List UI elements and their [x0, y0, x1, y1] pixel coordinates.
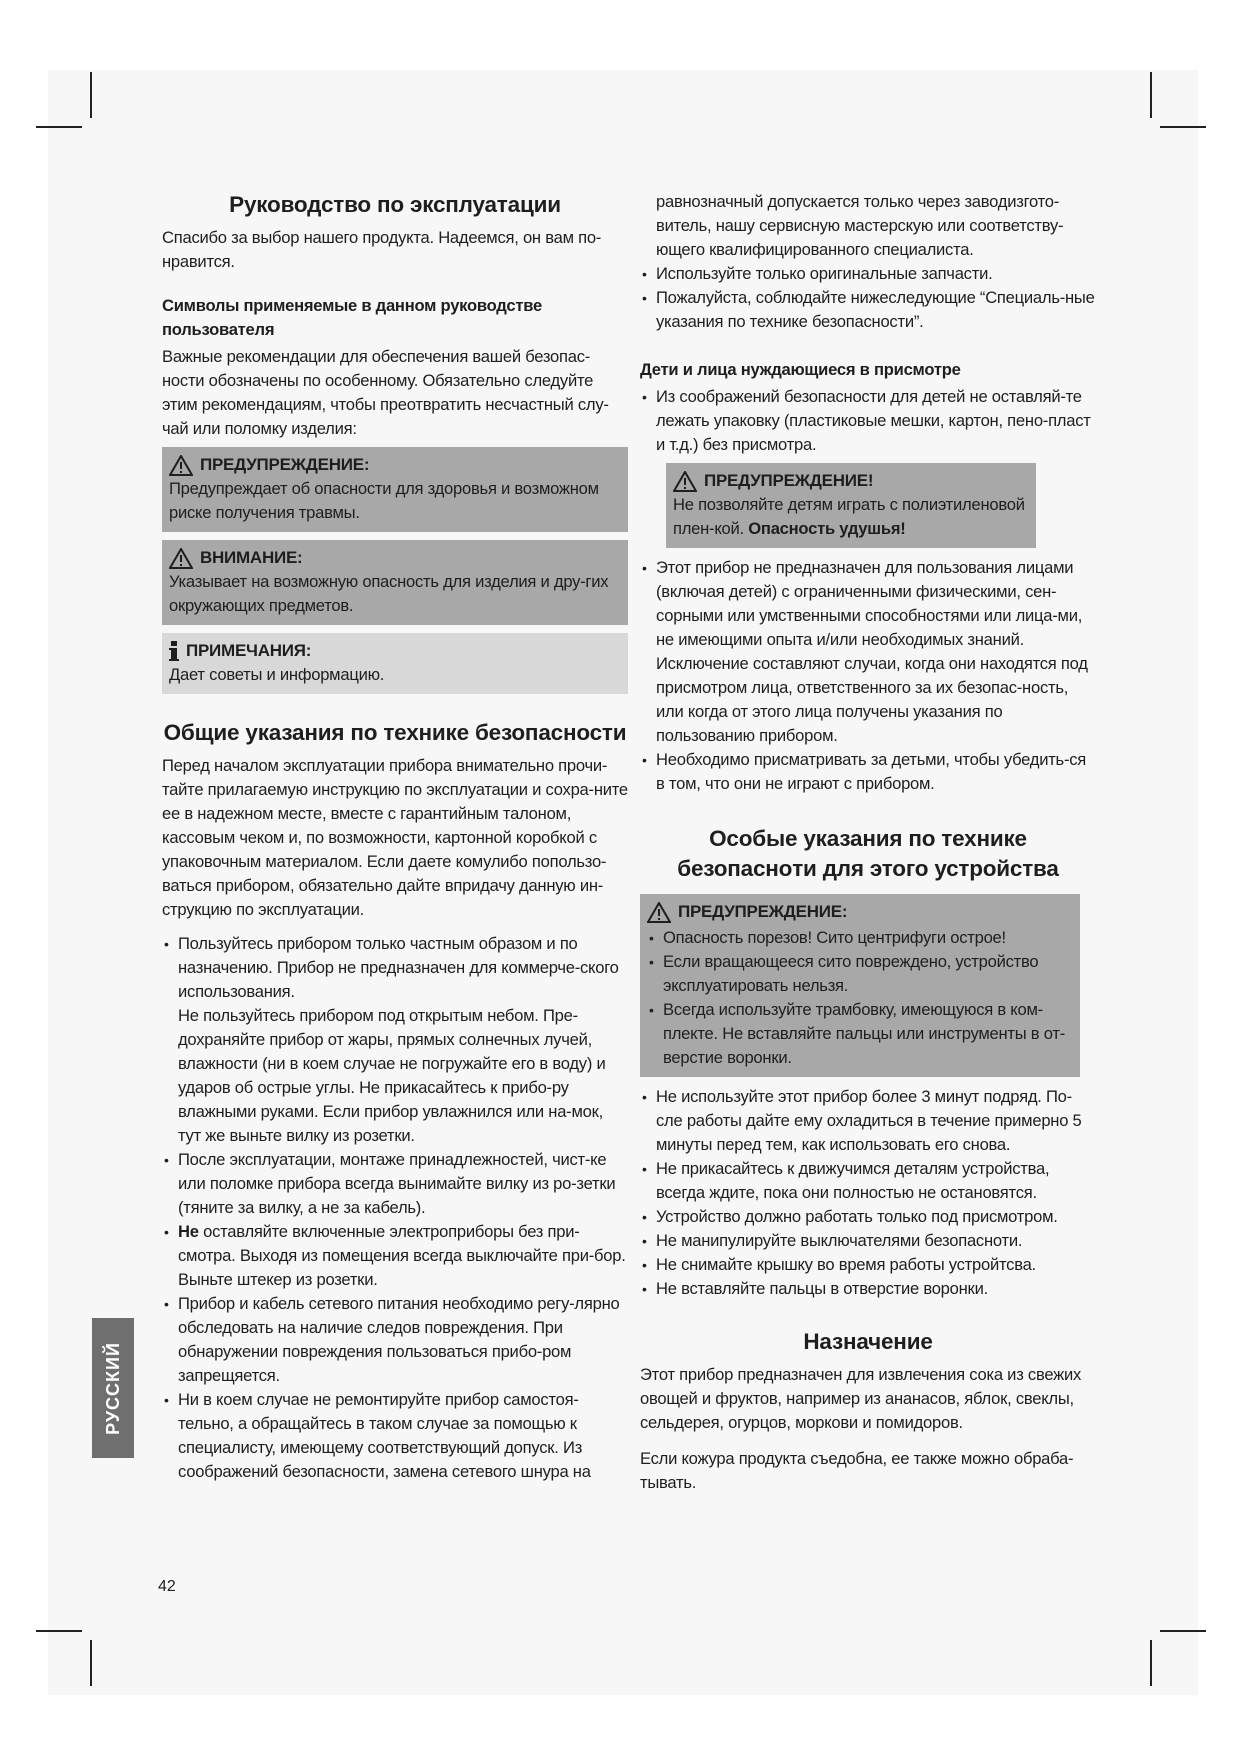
purpose-text: Этот прибор предназначен для извлечения сока из свежих овощей и фруктов, например из ананасов, яблок, свеклы, сельдерея, огурцов, моркови и помидоров. — [640, 1365, 1082, 1432]
crop-mark — [1150, 72, 1152, 118]
children-warning-text: Не позволяйте детям играть с полиэтиленовой плен-кой. Опасность удушья! — [673, 495, 1025, 538]
right-column — [640, 190, 1096, 1495]
crop-mark — [1160, 126, 1206, 128]
list-item: • Пожалуйста, соблюдайте нижеследующие “Специаль-ные указания по технике безопасности”. — [640, 286, 1096, 334]
list-item: • Необходимо присматривать за детьми, чтобы убедить-ся в том, что они не играют с прибором. — [640, 748, 1096, 796]
list-item: • Пользуйтесь прибором только частным образом и по назначению. Прибор не предназначен для коммерче-ского использования. Не пользуйтесь прибором под открытым небом. Пре-дохраняйте прибор от жары, прямых солнечных лучей, влажности (ни в коем случае не погружайте его в воду) и ударов об острые углы. Не прикасайтесь к прибо-ру влажными руками. Если прибор увлажнился или на-мок, тут же выньте вилку из розетки. — [162, 932, 628, 1148]
list-item: • Из соображений безопасности для детей не оставляй-те лежать упаковку (пластиковые мешки, картон, пено-пласт и т.д.) без присмотра. — [640, 385, 1096, 457]
list-item: • Устройство должно работать только под присмотром. — [640, 1205, 1096, 1229]
caution-box — [162, 540, 628, 625]
general-safety-text: Перед началом эксплуатации прибора внимательно прочи-тайте прилагаемую инструкцию по эксплуатации и сохра-ните ее в надежном месте, вместе с гарантийным талоном, кассовым чеком и, по возможности, картонной коробкой с упаковочным материалом. Если даете комулибо попользо-ваться прибором, обязательно дайте впридачу данную ин-струкцию по эксплуатации. — [162, 756, 628, 919]
caution-box-text: Указывает на возможную опасность для изделия и дру-гих окружающих предметов. — [169, 572, 609, 615]
warning-box — [162, 447, 628, 532]
children-warning-header — [673, 469, 1029, 493]
purpose-title: Назначение — [803, 1329, 933, 1354]
list-item: • Не вставляйте пальцы в отверстие воронки. — [640, 1277, 1096, 1301]
crop-mark — [90, 1640, 92, 1686]
continuation-text: равнозначный допускается только через заводизгото-витель, нашу сервисную мастерскую или соответству-ющего квалифицированного специалиста. — [656, 192, 1064, 259]
warning-box-header — [169, 453, 621, 477]
crop-mark — [1150, 1640, 1152, 1686]
list-item: • Используйте только оригинальные запчасти. — [640, 262, 1096, 286]
children-list-2 — [640, 556, 1096, 796]
left-column — [162, 190, 628, 1484]
list-item: • Не прикасайтесь к движучимся деталям устройства, всегда ждите, пока они полностью не остановятся. — [640, 1157, 1096, 1205]
children-list-1 — [640, 385, 1096, 457]
special-warning-list — [647, 926, 1073, 1070]
notes-box-text: Дает советы и информацию. — [169, 665, 385, 684]
page-number: 42 — [158, 1578, 176, 1595]
special-safety-title: Особые указания по технике безопаснoти для этого устройства — [677, 826, 1059, 881]
caution-box-title: ВНИМАНИЕ: — [200, 548, 303, 567]
warning-box-title: ПРЕДУПРЕЖДЕНИЕ: — [200, 455, 370, 474]
purpose-text-2: Если кожура продукта съедобна, ее также можно обраба-тывать. — [640, 1449, 1074, 1492]
list-item: • Не снимайте крышку во время работы устройтсва. — [640, 1253, 1096, 1277]
crop-mark — [36, 126, 82, 128]
special-warning-header — [647, 900, 1073, 924]
symbols-heading: Символы применяемые в данном руководстве пользователя — [162, 296, 542, 339]
choking-hazard: Опасность удушья! — [748, 519, 906, 538]
language-tab — [92, 1318, 134, 1458]
warning-triangle-icon — [647, 901, 673, 923]
general-safety-title: Общие указания по технике безопасности — [163, 720, 627, 745]
intro-text: Спасибо за выбор нашего продукта. Надеемся, он вам по-нравится. — [162, 228, 602, 271]
notes-box-header — [169, 639, 621, 663]
list-item: • Прибор и кабель сетевого питания необходимо регу-лярно обследовать на наличие следов повреждения. При обнаружении повреждения пользоваться прибо-ром запрещяется. — [162, 1292, 628, 1388]
notes-box — [162, 633, 628, 694]
list-item: • После эксплуатации, монтаже принадлежностей, чист-ке или поломке прибора всегда вынимайте вилку из ро-зетки (тяните за вилку, а не за кабель). — [162, 1148, 628, 1220]
special-warning-box — [640, 894, 1080, 1077]
notes-box-title: ПРИМЕЧАНИЯ: — [186, 641, 312, 660]
bold-ne: Не — [178, 1222, 199, 1241]
warning-triangle-icon — [169, 547, 195, 569]
warning-box-text: Предупреждает об опасности для здоровья и возможном риске получения травмы. — [169, 479, 599, 522]
caution-box-header — [169, 546, 621, 570]
list-item: • Опасность порезов! Сито центрифуги острое! — [647, 926, 1073, 950]
children-warning-box — [666, 463, 1036, 548]
list-item: • Ни в коем случае не ремонтируйте прибор самостоя-тельно, а обращайтесь в таком случае за помощью к специалисту, имеющему соответствующий допуск. Из соображений безопасности, замена сетевого шнура на — [162, 1388, 628, 1484]
general-safety-list — [162, 932, 628, 1484]
crop-mark — [1160, 1630, 1206, 1632]
list-item: • Всегда используйте трамбовку, имеющуюся в ком-плекте. Не вставляйте пальцы или инструменты в от-верстие воронки. — [647, 998, 1073, 1070]
info-icon — [169, 640, 181, 662]
children-heading: Дети и лица нуждающиеся в присмотре — [640, 360, 961, 379]
manual-title: Руководство по эксплуатации — [229, 192, 561, 217]
parts-list — [640, 262, 1096, 334]
warning-triangle-icon — [673, 470, 699, 492]
list-item: • Этот прибор не предназначен для пользования лицами (включая детей) с ограниченными физическими, сен-сорными или умственными способностями или лица-ми, не имеющими опыта и/или необходимых знаний. Исключение составляют случаи, когда они находятся под присмотром лица, ответственного за их безопас-ность, или когда от этого лица получены указания по пользованию прибором. — [640, 556, 1096, 748]
special-safety-list — [640, 1085, 1096, 1301]
list-item: • Если вращающееся сито повреждено, устройство эксплуатировать нельзя. — [647, 950, 1073, 998]
list-item: • Не используйте этот прибор более 3 минут подряд. По-сле работы дайте ему охладиться в течение примерно 5 минуты перед тем, как использовать его снова. — [640, 1085, 1096, 1157]
crop-mark — [36, 1630, 82, 1632]
children-warning-title: ПРЕДУПРЕЖДЕНИЕ! — [704, 471, 874, 490]
language-tab-label: РУССКИЙ — [102, 1341, 123, 1435]
symbols-text: Важные рекомендации для обеспечения вашей безопас-ности обозначены по особенному. Обязательно следуйте этим рекомендациям, чтобы преотвратить несчастный слу-чай или поломку изделия: — [162, 347, 609, 438]
crop-mark — [90, 72, 92, 118]
list-item-continuation: Не пользуйтесь прибором под открытым небом. Пре-дохраняйте прибор от жары, прямых солнечных лучей, влажности (ни в коем случае не погружайте его в воду) и ударов об острые углы. Не прикасайтесь к прибо-ру влажными руками. Если прибор увлажнился или на-мок, тут же выньте вилку из розетки. — [178, 1006, 606, 1145]
list-item: • Не манипулируйте выключателями безопасноти. — [640, 1229, 1096, 1253]
special-warning-title: ПРЕДУПРЕЖДЕНИЕ: — [678, 902, 848, 921]
list-item: • Не оставляйте включенные электроприборы без при-смотра. Выходя из помещения всегда выключайте при-бор. Выньте штекер из розетки. — [162, 1220, 628, 1292]
warning-triangle-icon — [169, 454, 195, 476]
